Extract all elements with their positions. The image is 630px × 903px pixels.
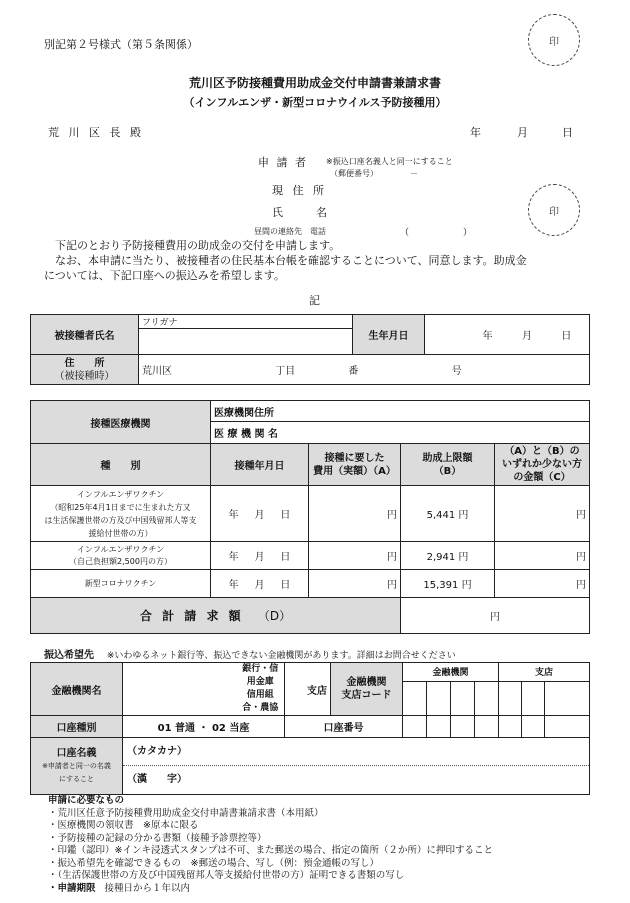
vaccine-limit-2: 2,941 円 <box>401 542 495 570</box>
vaccine-desc-1a: （昭和25年4月1日までに生まれた方又 <box>50 502 191 512</box>
branch-code-head: 支店 <box>499 663 590 682</box>
ki-mark: 記 <box>309 294 320 307</box>
chome-text: 丁目 <box>275 366 296 377</box>
col-type: 種 別 <box>31 444 211 486</box>
col-min-1: （A）と（B）の <box>504 446 580 457</box>
vaccine-name-2: インフルエンザワクチン <box>76 544 165 554</box>
holder-label <box>31 738 123 795</box>
code-label <box>331 663 403 716</box>
branch-code-digit[interactable] <box>522 681 545 715</box>
holder-note-2: にすること <box>59 774 94 783</box>
intro-line-2: なお、本申請に当たり、被接種者の住民基本台帳を確認することについて、同意します。助成金 <box>44 254 527 267</box>
bank-type-1: 銀行・信用金庫 <box>242 664 279 687</box>
holder-note-1: ※申請者と同一の名義 <box>42 761 111 770</box>
date-month: 月 <box>254 580 265 591</box>
table-row <box>31 542 590 570</box>
address-label-sub: （被接種時） <box>54 370 115 382</box>
branch-code-digit[interactable] <box>499 681 522 715</box>
form-number: 別記第２号様式（第５条関係） <box>44 38 198 51</box>
requirement-item: ・予防接種の記録の分かる書類（接種予診票控等） <box>48 832 267 844</box>
branch-code-digit[interactable] <box>545 681 590 715</box>
col-cost-2: 費用（実額）（A） <box>313 465 396 477</box>
date-year: 年 <box>228 552 239 563</box>
vaccine-date-2[interactable] <box>211 542 309 570</box>
vaccine-min-2[interactable]: 円 <box>495 542 590 570</box>
table-row <box>31 486 590 542</box>
name-label: 氏 名 <box>272 206 327 219</box>
requirement-item: ・医療機関の領収書 ※原本に限る <box>48 820 199 831</box>
bank-name-field[interactable] <box>123 663 237 716</box>
total-mark: （D） <box>257 609 292 623</box>
col-limit-1: 助成上限額 <box>422 452 473 464</box>
vaccine-type-1 <box>31 486 211 542</box>
holder-field[interactable] <box>123 738 590 795</box>
vaccine-date-3[interactable] <box>211 570 309 598</box>
birth-label: 生年月日 <box>353 315 425 355</box>
postal-label: （郵便番号） <box>330 169 378 178</box>
col-cost-1: 接種に要した <box>324 452 385 464</box>
total-label <box>31 598 401 634</box>
vaccine-limit-1: 5,441 円 <box>401 486 495 542</box>
bank-code-head: 金融機関 <box>403 663 499 682</box>
bank-type-2: 信用組合・農協 <box>242 690 279 713</box>
vaccine-min-3[interactable]: 円 <box>495 570 590 598</box>
deadline-line <box>48 883 493 896</box>
requirement-item: ・振込希望先を確認できるもの ※郵送の場合、写し（例：預金通帳の写し） <box>48 857 379 869</box>
header-day: 日 <box>562 126 573 139</box>
branch-field[interactable]: 支店 <box>285 663 331 716</box>
intro-line-3: については、下記口座への振込みを希望します。 <box>44 269 285 282</box>
patient-name-label: 被接種者氏名 <box>31 315 139 355</box>
bank-heading-line <box>44 646 456 661</box>
bank-code-digit[interactable] <box>475 681 499 715</box>
col-limit-2: （B） <box>433 465 462 477</box>
patient-address-field[interactable] <box>139 355 590 385</box>
applicant-label: 申 請 者 <box>258 156 308 169</box>
total-label-text: 合 計 請 求 額 <box>139 609 244 623</box>
page-subtitle: （インフルエンザ・新型コロナウイルス予防接種用） <box>183 96 447 109</box>
bank-name-label: 金融機関名 <box>31 663 123 716</box>
contact-parens: （ ） <box>400 228 473 238</box>
date-day: 日 <box>280 510 291 521</box>
header-year: 年 <box>470 126 481 139</box>
vaccine-limit-3: 15,391 円 <box>401 570 495 598</box>
code-label-1: 金融機関 <box>346 677 387 688</box>
bank-table <box>30 662 590 795</box>
contact-label: 昼間の連絡先 電話 <box>254 227 326 236</box>
vaccine-cost-1[interactable]: 円 <box>309 486 401 542</box>
account-digit[interactable] <box>427 716 451 738</box>
vaccine-desc-2a: （自己負担額2,500円の方） <box>69 556 172 566</box>
ban-text: 番 <box>348 366 359 377</box>
vaccine-name-1: インフルエンザワクチン <box>76 489 165 499</box>
page-title: 荒川区予防接種費用助成金交付申請書兼請求書 <box>188 76 441 90</box>
ward-text: 荒川区 <box>142 366 172 377</box>
date-month: 月 <box>254 510 265 521</box>
birth-month: 月 <box>521 331 532 342</box>
vaccine-type-2 <box>31 542 211 570</box>
requirement-item: ・荒川区任意予防接種費用助成金交付申請書兼請求書（本用紙） <box>48 807 324 819</box>
deadline-value: 接種日から１年以内 <box>104 882 191 894</box>
vaccine-min-1[interactable]: 円 <box>495 486 590 542</box>
furigana-field[interactable]: フリガナ <box>139 315 353 329</box>
vaccine-date-1[interactable] <box>211 486 309 542</box>
clinic-address-field[interactable]: 医療機関住所 <box>211 401 590 422</box>
postal-dash: － <box>410 169 418 178</box>
birth-day: 日 <box>561 331 572 342</box>
account-digit[interactable] <box>475 716 499 738</box>
col-min <box>495 444 590 486</box>
intro-text <box>44 238 527 283</box>
col-cost <box>309 444 401 486</box>
requirement-item: ・（生活保護世帯の方及び中国残留邦人等支援給付世帯の方）証明できる書類の写し <box>48 870 405 881</box>
date-year: 年 <box>228 580 239 591</box>
date-year: 年 <box>228 510 239 521</box>
bank-code-digit[interactable] <box>403 681 427 715</box>
intro-line-1: 下記のとおり予防接種費用の助成金の交付を申請します。 <box>44 239 341 252</box>
account-no-label: 口座番号 <box>285 716 403 738</box>
deadline-label: ・申請期限 <box>48 882 96 894</box>
patient-name-field[interactable] <box>139 329 353 355</box>
address-label: 現 住 所 <box>272 184 327 197</box>
clinic-name-field[interactable]: 医 療 機 関 名 <box>211 422 590 444</box>
account-digit[interactable] <box>499 716 522 738</box>
bank-code-digit[interactable] <box>451 681 475 715</box>
vaccine-desc-1b: は生活保護世帯の方及び中国残留邦人等支 <box>44 515 197 525</box>
account-digit[interactable] <box>403 716 427 738</box>
birth-year: 年 <box>482 331 493 342</box>
vaccine-cost-3[interactable]: 円 <box>309 570 401 598</box>
addressee: 荒 川 区 長 殿 <box>48 126 144 139</box>
seal-mark-applicant: 印 <box>528 184 580 236</box>
requirement-item: ・印鑑（認印）※インキ浸透式スタンプは不可、また郵送の場合、指定の箇所（２か所）に押印すること <box>48 845 493 856</box>
date-month: 月 <box>254 552 265 563</box>
holder-kanji: （漢 字） <box>127 774 187 785</box>
col-date: 接種年月日 <box>211 444 309 486</box>
patient-address-label <box>31 355 139 385</box>
requirements-section <box>48 795 493 895</box>
total-amount-field[interactable]: 円 <box>401 598 590 634</box>
col-min-2: いずれか少ない方 <box>502 459 582 470</box>
bank-heading: 振込希望先 <box>44 650 94 661</box>
account-digit[interactable] <box>451 716 475 738</box>
account-digit[interactable] <box>545 716 590 738</box>
header-month: 月 <box>517 126 528 139</box>
table-row <box>31 570 590 598</box>
account-digit[interactable] <box>522 716 545 738</box>
applicant-note: ※振込口座名義人と同一にすること <box>326 157 453 166</box>
patient-table <box>30 314 590 385</box>
address-label-main: 住 所 <box>64 357 105 369</box>
col-limit <box>401 444 495 486</box>
code-label-2: 支店コード <box>341 690 392 701</box>
bank-code-digit[interactable] <box>427 681 451 715</box>
seal-mark-top: 印 <box>528 14 580 66</box>
bank-heading-note: ※いわゆるネット銀行等、振込できない金融機関があります。詳細はお問合せください <box>106 651 456 661</box>
go-text: 号 <box>451 366 462 377</box>
col-min-3: の金額（C） <box>513 472 571 483</box>
vaccine-desc-1c: 援給付世帯の方） <box>88 528 153 538</box>
bank-type-options[interactable] <box>237 663 285 716</box>
account-type-label: 口座種別 <box>31 716 123 738</box>
birth-date-field[interactable] <box>425 315 590 355</box>
clinic-label: 接種医療機関 <box>31 401 211 444</box>
holder-label-main: 口座名義 <box>56 747 97 759</box>
holder-kana: （カタカナ） <box>123 738 589 766</box>
date-day: 日 <box>280 580 291 591</box>
requirements-title: 申請に必要なもの <box>48 795 125 806</box>
account-type-options[interactable]: 01 普通 ・ 02 当座 <box>123 716 285 738</box>
vaccine-table <box>30 400 590 634</box>
vaccine-cost-2[interactable]: 円 <box>309 542 401 570</box>
vaccine-type-3: 新型コロナワクチン <box>31 570 211 598</box>
date-day: 日 <box>280 552 291 563</box>
